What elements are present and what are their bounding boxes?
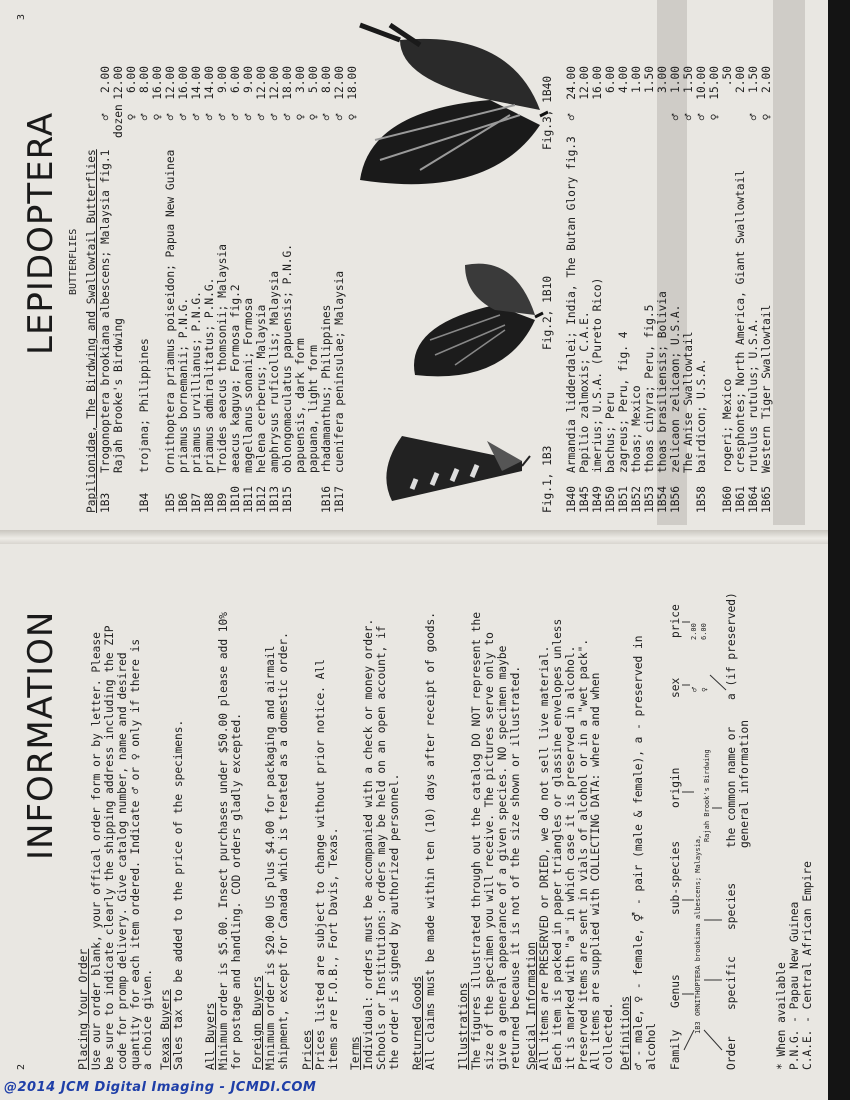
terms-heading: Terms [349, 1036, 362, 1070]
list-item: papuensis, dark form ♀ 3.00 [294, 66, 307, 473]
butterfly-figure-2 [395, 245, 545, 395]
texas-buyers-heading: Texas Buyers [159, 989, 172, 1070]
fig-label-1: Fig.1, 1B3 [541, 445, 554, 513]
list-item: 1B10 aeacus kaguya; Formosa fig.2 ♂ 6.00 [229, 66, 242, 513]
list-item: 1B5 Ornithoptera priamus poiseidon; Papua New Guinea ♂ 12.00 [164, 66, 177, 513]
page-number-right: 3 [16, 13, 27, 20]
lepidoptera-title: LEPIDOPTERA [21, 111, 61, 355]
list-item: 1B51 zagreus; Peru, fig. 4 4.00 [617, 66, 630, 513]
prices-section [302, 659, 341, 1070]
terms-text: Individual: orders must be accompanied with a check or money order. Schools or Institutions: orders may be held on an open account, if the order is signed by authorized personnel. [361, 618, 401, 1070]
list-item: ♀ 18.00 [346, 66, 359, 121]
lepidoptera-subtitle: BUTTERFLIES [68, 228, 79, 295]
list-item: 1B40 Armandia lidderdalei; India, The Butan Glory fig.3 ♂ 24.00 [565, 66, 578, 513]
diagram-sample-sex-male: ♂ [690, 687, 699, 692]
definitions-section [620, 636, 659, 1070]
butterfly-figure-1 [372, 421, 532, 511]
diagram-sample-common: Rajah Brook's Birdwing [703, 749, 711, 842]
special-information-section [526, 619, 616, 1070]
diagram-label-price: price [669, 604, 682, 638]
terms-section [350, 619, 402, 1070]
diagram-label-general-info: general information [738, 720, 751, 848]
copyright-watermark: @2014 JCM Digital Imaging - JCMDI.COM [4, 1080, 317, 1095]
list-item: papuana, light form ♀ 5.00 [307, 66, 320, 473]
highlight-band-rutulus [773, 0, 805, 525]
foreign-buyers-text: Minimum order is $20.00 US plus $4.00 for packaging and airmail shipment, except for Canada which is treated as a domestic order. [263, 632, 290, 1070]
footnote-png: P.N.G. - Papau New Guinea [787, 901, 801, 1070]
list-item: 1B15 oblongomaculatus papuensis; P.N.G. ♂ 18.00 [281, 66, 294, 513]
list-item: 1B12 helena cerberus; Malaysia ♂ 12.00 [255, 66, 268, 513]
diagram-label-order: Order [725, 1036, 738, 1070]
family-heading: Papilionidae, The Birdwing and Swallowtail Butterflies [85, 149, 98, 513]
list-item: 1B8 priamus admiralitatus; P.N.G. ♂ 14.00 [203, 66, 216, 513]
texas-buyers-section [160, 720, 186, 1070]
returned-goods-section [412, 612, 438, 1070]
list-item: 1B56 zelicaon zelicaon; U.S.A. ♂ 1.00 [669, 66, 682, 513]
footnote-cae: C.A.E. - Central African Empire [800, 861, 814, 1070]
list-item: 1B17 cuenifera peninsulae; Malaysia ♂ 12.00 [333, 66, 346, 513]
species-list-group1 [100, 3, 360, 513]
special-information-heading: Special Information [525, 942, 538, 1070]
illustrations-heading: Illustrations [457, 982, 470, 1070]
diagram-label-origin: origin [669, 767, 682, 808]
returned-goods-heading: Returned Goods [411, 975, 424, 1070]
special-information-text: All items are PRESERVED or DRIED, we do not sell live material. Each item is packed in paper triangles or glassine envelopes unless it is marked with "a" in which case it is preserved in alcohol. Preserved items are sent in vials of alcohol or in a "wet pack". All items are supplied with COLLECTING DATA: where and when collected. [537, 618, 616, 1070]
fig-label-3: Fig.3, 1B40 [541, 75, 554, 150]
diagram-label-specific: specific [725, 956, 738, 1010]
list-item: 1B9 Troides aeacus thomsonii; Malaysia ♂ 9.00 [216, 66, 229, 513]
footnotes-section [776, 861, 815, 1070]
list-item: 1B52 thoas; Mexico 1.00 [630, 66, 643, 513]
list-item: ♀ 6.00 [125, 66, 138, 121]
lepidoptera-page [0, 0, 830, 525]
foreign-buyers-heading: Foreign Buyers [251, 975, 264, 1070]
list-item: 1B64 rutulus rutulus; U.S.A. ♂ 1.50 [747, 66, 760, 513]
page-number-left: 2 [16, 1063, 27, 1070]
list-item: 1B13 amphrysus ruficollis; Malaysia ♂ 12.00 [268, 66, 281, 513]
prices-heading: Prices [301, 1029, 314, 1070]
diagram-label-subspecies: sub-species [669, 840, 682, 915]
diagram-sample-price-1: 2.00 [690, 623, 698, 640]
foreign-buyers-section [252, 632, 291, 1070]
list-item: ♀ 16.00 [151, 66, 164, 121]
diagram-sample-code: 1B3 [694, 1021, 702, 1034]
information-title: INFORMATION [21, 610, 61, 860]
placing-order-text: Use our order blank, your offical order form or by letter. Please be sure to indicate clearly the shipping address including the ZIP code for promp delivery. Give catalog number, name and desired quantity for each item ordered. Indicate ♂ or ♀ only if there is a choice given. [89, 625, 155, 1070]
diagram-sample-name: ORNITHOPTERA brookiana albescens; Malaysia, [694, 834, 702, 1016]
illustrations-text: The figures illustrated through out the catalog DO NOT represent the size of the specimen you will receive. The pictures serve only to give a general appearance of a given species. NO specimen maybe returned because it is not of the size shown or illustrated. [469, 611, 522, 1070]
diagram-label-alcohol: a (if preserved) [725, 592, 738, 700]
list-item: 1B49 imerius; U.S.A. (Pureto Rico) 16.00 [591, 66, 604, 513]
returned-goods-text: All claims must be made within ten (10) days after receipt of goods. [423, 611, 437, 1070]
prices-text: Prices listed are subject to change without prior notice. All items are F.O.B., Fort Davis, Texas. [313, 659, 340, 1070]
diagram-label-family: Family [669, 1029, 682, 1070]
diagram-sample-price-2: 6.00 [700, 623, 708, 640]
list-item: 1B61 cresphontes; North America, Giant Swallowtail 2.00 [734, 66, 747, 513]
scan-edge [828, 0, 850, 1100]
list-item: ♀ 15.00 [708, 66, 721, 121]
diagram-label-common-name: the common name or [725, 726, 738, 848]
fig-label-2: Fig.2, 1B10 [541, 275, 554, 350]
diagram-connector-lines [670, 550, 770, 1070]
list-item: 1B54 thoas brasiliensis; Bolivia 3.00 [656, 66, 669, 513]
all-buyers-section [205, 612, 244, 1070]
placing-order-heading: Placing Your Order [77, 948, 90, 1070]
illustrations-section [458, 612, 522, 1070]
diagram-sample-sex-female: ♀ [700, 687, 709, 692]
diagram-label-genus: Genus [669, 974, 682, 1008]
list-item: 1B3 Trogonoptera brookiana albescens; Malaysia fig.1 ♂ 2.00 [99, 66, 112, 513]
information-page [0, 545, 830, 1100]
list-item: 1B6 priamus bornemanii; P.N.G. ♂ 16.00 [177, 66, 190, 513]
list-item: 1B60 rogeri; Mexico .50 [721, 66, 734, 513]
diagram-label-sex: sex [669, 677, 682, 698]
texas-buyers-text: Sales tax to be added to the price of the specimens. [171, 719, 185, 1070]
definitions-heading: Definitions [619, 995, 632, 1070]
list-item: 1B7 priamus urvillianus; P.N.G. ♂ 14.00 [190, 66, 203, 513]
list-item: The Anise Swallowtail ♂ 1.50 [682, 66, 695, 473]
butterfly-figure-3 [340, 20, 550, 220]
list-item: 1B53 thoas cinyra; Peru, fig.5 1.50 [643, 66, 656, 513]
list-item: 1B65 Western Tiger Swallowtail ♀ 2.00 [760, 66, 773, 513]
catalog-entry-diagram [670, 550, 770, 1070]
diagram-label-species: species [725, 882, 738, 930]
species-list-group2 [566, 3, 774, 513]
definitions-text: ♂ - male, ♀ - female, ⚥ - pair (male & female), a - preserved in alcohol [631, 635, 658, 1070]
all-buyers-heading: All Buyers [204, 1002, 217, 1070]
list-item: Rajah Brooke's Birdwing dozen 12.00 [112, 66, 125, 473]
list-item: 1B4 trojana; Philippines ♂ 8.00 [138, 66, 151, 513]
placing-order-section [78, 625, 155, 1070]
all-buyers-text: Minimum order is $5.00. Insect purchases under $50.00 please add 10% for postage and handling. COD orders gladly excepted. [216, 611, 243, 1070]
footnote-when-available: * When available [775, 962, 788, 1070]
list-item: 1B58 bairdicon; U.S.A. ♂ 10.00 [695, 66, 708, 513]
list-item: 1B11 magellanus sonani; Formosa ♂ 9.00 [242, 66, 255, 513]
list-item: 1B16 rhadamanthus; Philippines ♂ 8.00 [320, 66, 333, 513]
list-item: 1B45 Papilio zalmoxis; C.A.E. 12.00 [578, 66, 591, 513]
list-item: 1B50 bachus; Peru 6.00 [604, 66, 617, 513]
